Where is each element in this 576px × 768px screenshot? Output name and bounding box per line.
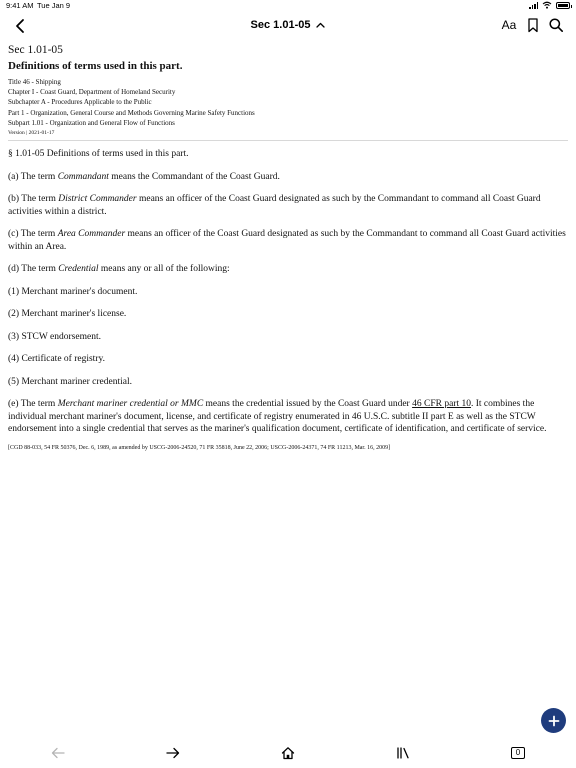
hierarchy-chapter: Chapter I - Coast Guard, Department of Homeland Security — [8, 88, 176, 97]
section-heading: § 1.01-05 Definitions of terms used in this part. — [8, 149, 189, 160]
library-icon — [396, 747, 410, 759]
tabs-button[interactable] — [508, 744, 528, 762]
term-mmc: Merchant mariner credential or MMC — [57, 399, 204, 410]
status-date: Tue Jan 9 — [37, 1, 71, 10]
hierarchy — [8, 77, 568, 128]
add-button[interactable] — [541, 708, 566, 733]
text-size-button[interactable]: Aa — [501, 18, 517, 32]
bottom-toolbar — [0, 740, 576, 766]
status-icons — [529, 1, 570, 9]
term-commandant: Commandant — [57, 171, 109, 182]
status-bar — [0, 0, 576, 12]
list-item: (5) Merchant mariner credential. — [8, 376, 132, 387]
nav-title: Sec 1.01-05 — [250, 19, 311, 31]
battery-icon — [556, 2, 570, 9]
hierarchy-title: Title 46 - Shipping — [8, 78, 61, 86]
paragraph-b: (b) The term District Commander means an officer of the Coast Guard designated as such by the Commandant to command all Coast Guard activities within a district. — [8, 194, 541, 217]
hierarchy-subchapter: Subchapter A - Procedures Applicable to the Public — [8, 98, 152, 107]
home-icon — [281, 746, 295, 760]
search-icon[interactable] — [548, 17, 564, 33]
nav-title-container — [0, 19, 576, 31]
list-item: (1) Merchant mariner's document. — [8, 286, 138, 297]
section-title: Definitions of terms used in this part. — [8, 60, 183, 72]
arrow-left-icon — [51, 747, 65, 759]
cellular-signal-icon — [529, 2, 538, 9]
navigation-bar — [0, 12, 576, 40]
paragraph-c: (c) The term Area Commander means an officer of the Coast Guard designated as such by the Commandant to command all Coast Guard activities within an Area. — [8, 229, 566, 252]
section-number: Sec 1.01-05 — [8, 44, 63, 56]
hierarchy-part: Part 1 - Organization, General Course and Methods Governing Marine Safety Functions — [8, 108, 255, 117]
term-credential: Credential — [58, 264, 99, 275]
paragraph-d: (d) The term Credential means any or all of the following: — [8, 264, 230, 275]
status-time: 9:41 AM — [6, 1, 34, 10]
chevron-up-icon — [316, 22, 325, 28]
nav-actions — [500, 17, 564, 33]
history-forward-button[interactable] — [163, 744, 183, 762]
wifi-icon — [542, 1, 552, 9]
arrow-right-icon — [166, 747, 180, 759]
history-back-button[interactable] — [48, 744, 68, 762]
source-citation: [CGD 88-033, 54 FR 50376, Dec. 6, 1989, as amended by USCG-2006-24520, 71 FR 35818, June 22, 2006; USCG-2006-24371, 74 FR 11213, Mar. 16, 2009] — [8, 444, 391, 451]
paragraph-e: (e) The term Merchant mariner credential or MMC means the credential issued by the Coast Guard under 46 CFR part 10. It combines the individual merchant mariner's document, license, and certificate of registry enumerated in 46 U.S.C. subtitle II part E as well as the STCW endorsement into a single credential that serves as the mariner's qualification document, certificate of identification, and certificate of service. — [8, 399, 547, 435]
term-district-commander: District Commander — [58, 194, 137, 205]
paragraph-a: (a) The term Commandant means the Commandant of the Coast Guard. — [8, 171, 280, 182]
plus-icon — [548, 715, 560, 727]
list-item: (2) Merchant mariner's license. — [8, 309, 127, 320]
bookmark-icon[interactable] — [525, 17, 541, 33]
battery-level — [558, 4, 568, 7]
document-content — [8, 44, 568, 452]
version-label: Version | 2021-01-17 — [8, 130, 55, 137]
hierarchy-subpart: Subpart 1.01 - Organization and General Flow of Functions — [8, 118, 175, 127]
section-title-toggle[interactable] — [251, 19, 326, 31]
divider — [8, 140, 568, 141]
term-area-commander: Area Commander — [57, 229, 126, 240]
list-item: (3) STCW endorsement. — [8, 331, 101, 342]
library-button[interactable] — [393, 744, 413, 762]
cfr-part-10-link[interactable]: 46 CFR part 10 — [412, 399, 471, 410]
list-item: (4) Certificate of registry. — [8, 354, 105, 365]
tab-count-badge: 0 — [511, 747, 525, 759]
home-button[interactable] — [278, 744, 298, 762]
